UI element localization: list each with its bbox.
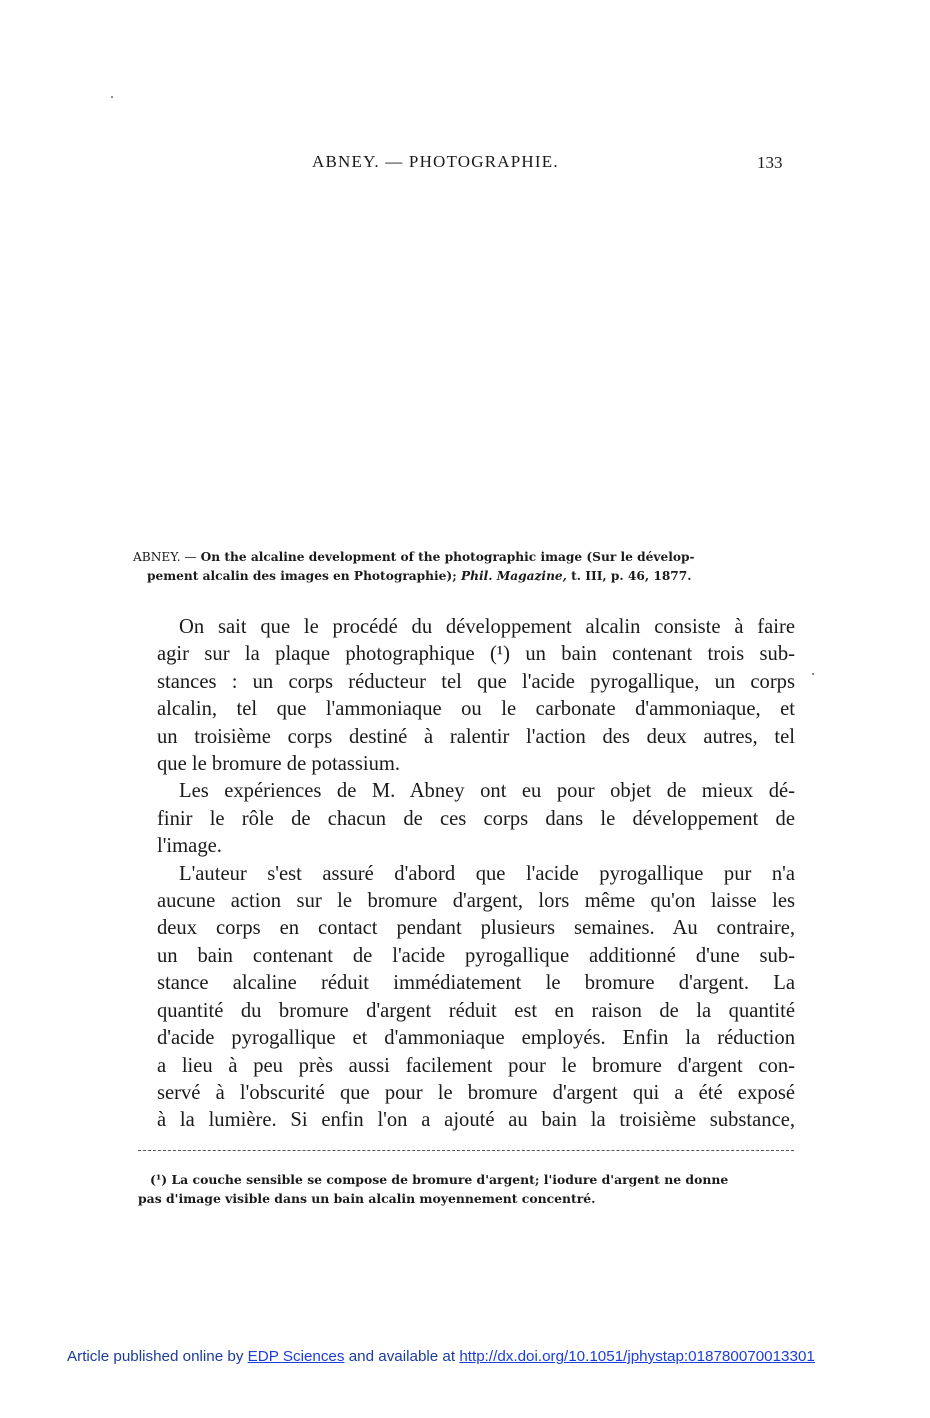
paragraph-1: [135, 614, 795, 778]
footnote: [138, 1170, 800, 1208]
reference-line-2: [133, 567, 801, 586]
text-line: d'acide pyrogallique et d'ammoniaque employés. Enfin la réduction: [157, 1027, 795, 1050]
footnote-line: (¹) La couche sensible se compose de bromure d'argent; l'iodure d'argent ne donne: [150, 1172, 729, 1187]
reference-line-1: [133, 548, 801, 567]
text-line: deux corps en contact pendant plusieurs semaines. Au contraire,: [157, 917, 795, 940]
footnote-line: pas d'image visible dans un bain alcalin moyennement concentré.: [138, 1191, 596, 1206]
publisher-note-middle: and available at: [344, 1348, 460, 1365]
article-body: [135, 614, 795, 1135]
running-title: ABNEY. — PHOTOGRAPHIE.: [312, 152, 559, 171]
page-number: 133: [757, 153, 783, 172]
text-line: l'image.: [157, 835, 222, 858]
scan-speck: [812, 673, 814, 675]
text-line: quantité du bromure d'argent réduit est en raison de la quantité: [157, 999, 795, 1022]
publisher-link[interactable]: EDP Sciences: [247, 1348, 345, 1365]
text-line: a lieu à peu près aussi facilement pour le bromure d'argent con-: [157, 1054, 795, 1077]
text-line: alcalin, tel que l'ammoniaque ou le carbonate d'ammoniaque, et: [157, 698, 795, 721]
reference-title-continued: pement alcalin des images en Photographie);: [147, 569, 461, 583]
reference-title: On the alcaline development of the photographic image (Sur le dévelop-: [200, 550, 695, 564]
text-line: agir sur la plaque photographique (¹) un bain contenant trois sub-: [157, 643, 795, 666]
doi-link[interactable]: http://dx.doi.org/10.1051/jphystap:018780070013301: [459, 1348, 815, 1365]
reference-author: ABNEY. —: [133, 550, 201, 564]
bibliographic-reference: [133, 548, 801, 586]
text-line: que le bromure de potassium.: [157, 753, 401, 776]
text-line: stance alcaline réduit immédiatement le bromure d'argent. La: [157, 972, 795, 995]
publisher-note-prefix: Article published online by: [67, 1348, 248, 1365]
text-line: à la lumière. Si enfin l'on a ajouté au bain la troisième substance,: [157, 1109, 795, 1132]
text-line: un bain contenant de l'acide pyrogallique additionné d'une sub-: [157, 944, 795, 967]
publisher-note: [67, 1348, 815, 1365]
text-line: servé à l'obscurité que pour le bromure d'argent qui a été exposé: [157, 1081, 795, 1104]
paragraph-2: [135, 778, 795, 860]
text-line: Les expériences de M. Abney ont eu pour objet de mieux dé-: [179, 780, 795, 803]
paragraph-3: [135, 861, 795, 1135]
text-line: un troisième corps destiné à ralentir l'action des deux autres, tel: [157, 725, 795, 748]
text-line: L'auteur s'est assuré d'abord que l'acide pyrogallique pur n'a: [179, 862, 795, 885]
text-line: stances : un corps réducteur tel que l'acide pyrogallique, un corps: [157, 670, 795, 693]
reference-journal: Phil. Magazine,: [460, 569, 567, 583]
text-line: On sait que le procédé du développement alcalin consiste à faire: [179, 616, 795, 638]
text-line: finir le rôle de chacun de ces corps dans le développement de: [157, 807, 795, 830]
footnote-divider: [138, 1150, 794, 1151]
text-line: aucune action sur le bromure d'argent, lors même qu'on laisse les: [157, 890, 795, 913]
reference-details: t. III, p. 46, 1877.: [566, 569, 692, 583]
scan-speck: [111, 96, 113, 98]
